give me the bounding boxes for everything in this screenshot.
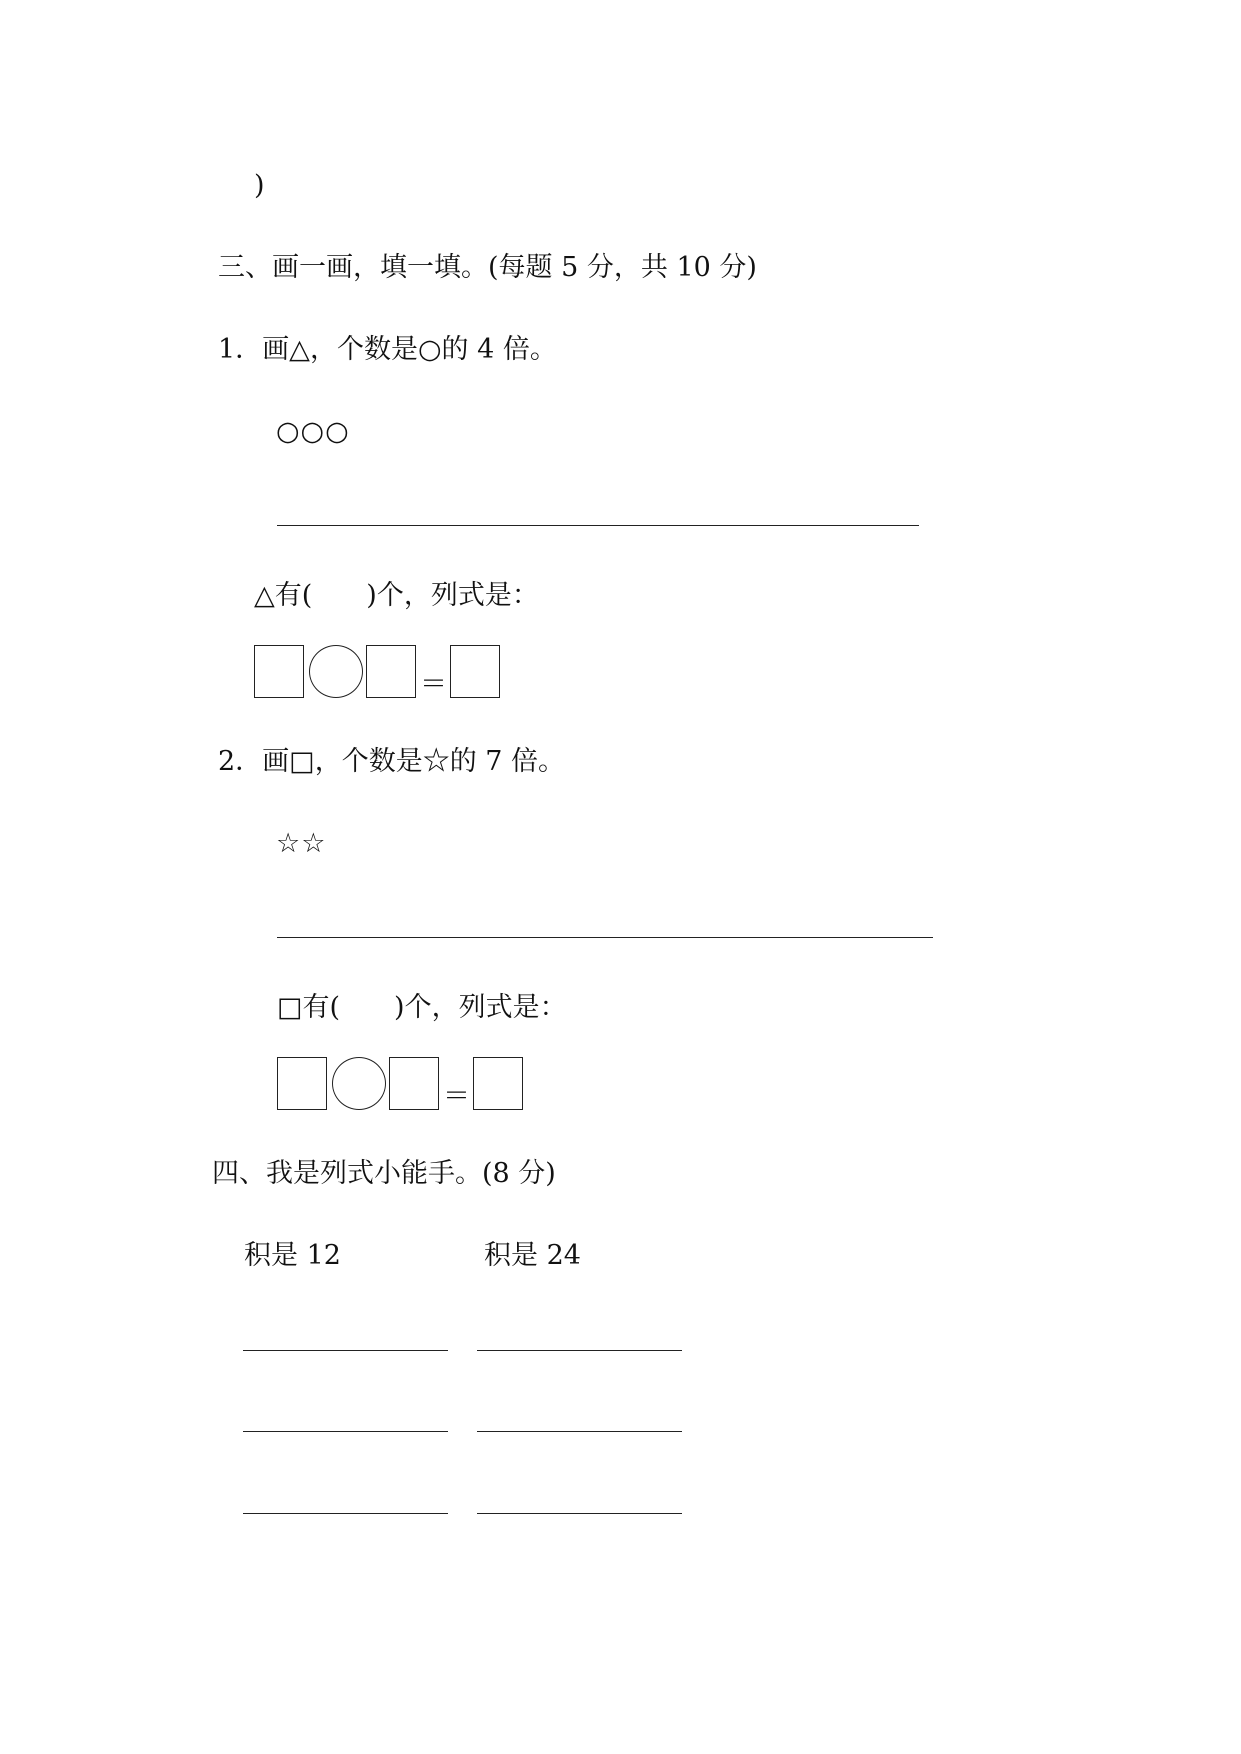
q1-equation-box-1[interactable] bbox=[254, 645, 304, 698]
q1-given-circles: ○○○ bbox=[276, 416, 350, 447]
col2-label: 积是 24 bbox=[484, 1240, 581, 1271]
q2-drawing-line[interactable] bbox=[277, 937, 933, 938]
answer-line-col1-row1[interactable] bbox=[243, 1350, 448, 1351]
col1-label: 积是 12 bbox=[244, 1240, 341, 1271]
q1-equation-operator-circle[interactable] bbox=[309, 645, 363, 698]
q2-fill-prompt: □有( )个，列式是： bbox=[277, 992, 567, 1023]
q2-equation-operator-circle[interactable] bbox=[332, 1057, 386, 1110]
q1-equation-result-box[interactable] bbox=[450, 645, 500, 698]
q1-equation-box-2[interactable] bbox=[366, 645, 416, 698]
q2-equation-box-2[interactable] bbox=[389, 1057, 439, 1110]
section3-heading: 三、画一画，填一填。(每题 5 分，共 10 分) bbox=[218, 252, 757, 283]
q2-prompt: 2．画□，个数是☆的 7 倍。 bbox=[218, 746, 566, 777]
q2-equation-result-box[interactable] bbox=[473, 1057, 523, 1110]
closing-paren: ) bbox=[254, 170, 265, 201]
q2-equation-box-1[interactable] bbox=[277, 1057, 327, 1110]
section4-heading: 四、我是列式小能手。(8 分) bbox=[212, 1158, 556, 1189]
answer-line-col2-row2[interactable] bbox=[477, 1431, 682, 1432]
q1-equals-sign: ＝ bbox=[420, 669, 447, 700]
answer-line-col2-row3[interactable] bbox=[477, 1513, 682, 1514]
answer-line-col1-row2[interactable] bbox=[243, 1431, 448, 1432]
answer-line-col2-row1[interactable] bbox=[477, 1350, 682, 1351]
q1-prompt: 1．画△，个数是○的 4 倍。 bbox=[218, 334, 557, 365]
q2-given-stars: ☆☆ bbox=[276, 828, 327, 859]
q1-fill-prompt: △有( )个，列式是： bbox=[254, 580, 539, 611]
answer-line-col1-row3[interactable] bbox=[243, 1513, 448, 1514]
q1-drawing-line[interactable] bbox=[277, 525, 919, 526]
q2-equals-sign: ＝ bbox=[443, 1081, 470, 1112]
